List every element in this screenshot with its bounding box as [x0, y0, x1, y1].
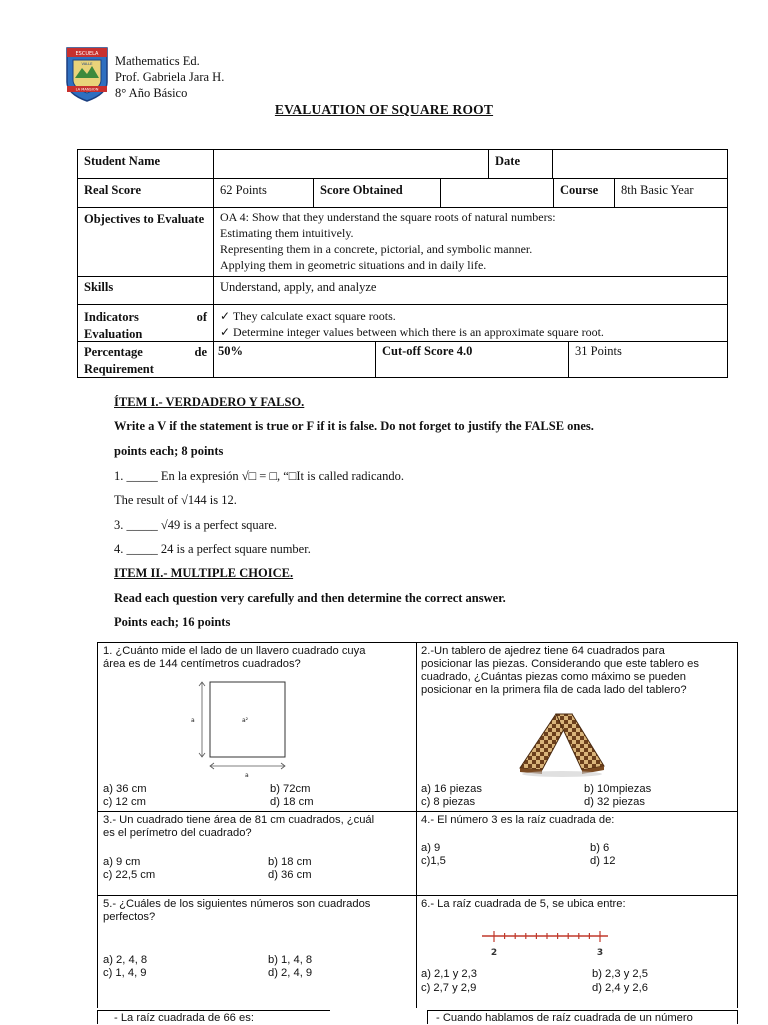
option-c[interactable]: c) 22,5 cm — [103, 869, 156, 881]
option-b[interactable]: b) 1, 4, 8 — [268, 954, 313, 966]
number-line — [478, 928, 613, 958]
question-2-text: cuadrado, ¿Cuántas piezas como máximo se pueden — [421, 671, 686, 683]
option-b[interactable]: b) 10mpiezas — [584, 783, 652, 795]
real-score-value: 62 Points — [213, 178, 314, 208]
option-a[interactable]: a) 2, 4, 8 — [103, 954, 148, 966]
indicators-label-word: Indicators — [84, 310, 139, 324]
item2-heading: ITEM II.- MULTIPLE CHOICE. — [114, 566, 294, 580]
item1-statement-3: 3. _____ √49 is a perfect square. — [114, 518, 278, 532]
option-b[interactable]: b) 72cm — [270, 783, 311, 795]
item1-statement-1: 1. _____ En la expresión √□ = □, “□It is called radicando. — [114, 469, 404, 483]
question-1-text: área es de 144 centímetros cuadrados? — [103, 658, 301, 670]
option-c[interactable]: c)1,5 — [421, 855, 446, 867]
student-name-label: Student Name — [77, 149, 214, 179]
question-6-text: 6.- La raíz cuadrada de 5, se ubica entre: — [421, 898, 626, 910]
bottom-side-label: a — [245, 772, 249, 779]
side-label: a — [191, 717, 195, 724]
percentage-label-word: Percentage — [84, 345, 143, 359]
question-3-text: es el perímetro del cuadrado? — [103, 827, 252, 839]
option-b[interactable]: b) 2,3 y 2,5 — [592, 968, 648, 980]
date-field[interactable] — [552, 149, 728, 179]
option-d[interactable]: d) 36 cm — [268, 869, 312, 881]
objectives-list — [213, 207, 728, 277]
student-name-field[interactable] — [213, 149, 489, 179]
number-line-label-2: 2 — [490, 948, 498, 958]
score-obtained-field[interactable] — [440, 178, 554, 208]
school-logo — [64, 46, 110, 102]
header-department: Mathematics Ed. — [115, 54, 200, 68]
logo-text-bottom: LA MANSION — [75, 87, 99, 92]
item1-heading: ÍTEM I.- VERDADERO Y FALSO. — [114, 395, 305, 409]
option-d[interactable]: d) 2,4 y 2,6 — [592, 982, 648, 994]
item1-statement-2: The result of √144 is 12. — [114, 493, 237, 507]
square-diagram — [188, 680, 293, 780]
skills-value: Understand, apply, and analyze — [213, 276, 728, 305]
real-score-label: Real Score — [77, 178, 214, 208]
date-label: Date — [488, 149, 553, 179]
question-2-text: posicionar las piezas. Considerando que este tablero es — [421, 658, 699, 670]
course-label: Course — [553, 178, 615, 208]
option-c[interactable]: c) 1, 4, 9 — [103, 967, 147, 979]
logo-text-top: ESCUELA — [75, 51, 99, 57]
score-obtained-label: Score Obtained — [313, 178, 441, 208]
percentage-label — [77, 341, 214, 378]
objective-line: OA 4: Show that they understand the square roots of natural numbers: — [220, 210, 556, 224]
skills-label: Skills — [77, 276, 214, 305]
question-2-text: posicionar en la primera fila de cada lado del tablero? — [421, 684, 687, 696]
option-d[interactable]: d) 2, 4, 9 — [268, 967, 313, 979]
option-d[interactable]: d) 18 cm — [270, 796, 314, 808]
indicators-label-evaluation: Evaluation — [84, 327, 143, 341]
question-5-text: perfectos? — [103, 911, 156, 923]
option-c[interactable]: c) 8 piezas — [421, 796, 476, 808]
option-a[interactable]: a) 36 cm — [103, 783, 147, 795]
option-d[interactable]: d) 32 piezas — [584, 796, 645, 808]
header-teacher: Prof. Gabriela Jara H. — [115, 70, 225, 84]
cutoff-value: 31 Points — [568, 341, 728, 378]
item1-instruction: Write a V if the statement is true or F if it is false. Do not forget to justify the FALSE ones. — [114, 419, 594, 433]
question-3-text: 3.- Un cuadrado tiene área de 81 cm cuadrados, ¿cuál — [103, 814, 375, 826]
percentage-value: 50% — [213, 341, 376, 378]
logo-text-mid: VALLE — [81, 62, 93, 66]
indicators-label — [77, 304, 214, 342]
option-a[interactable]: a) 9 cm — [103, 856, 141, 868]
percentage-label-de: de — [194, 345, 207, 359]
item2-points: Points each; 16 points — [114, 615, 231, 629]
option-b[interactable]: b) 18 cm — [268, 856, 312, 868]
option-b[interactable]: b) 6 — [590, 842, 610, 854]
option-a[interactable]: a) 2,1 y 2,3 — [421, 968, 477, 980]
option-c[interactable]: c) 2,7 y 2,9 — [421, 982, 477, 994]
item1-statement-4: 4. _____ 24 is a perfect square number. — [114, 542, 311, 556]
area-label: a² — [242, 717, 249, 724]
indicators-label-of: of — [196, 310, 207, 324]
indicators-list — [213, 304, 728, 342]
indicator-line: ✓ They calculate exact square roots. — [220, 309, 396, 323]
number-line-label-3: 3 — [596, 948, 604, 958]
question-1-text: 1. ¿Cuánto mide el lado de un llavero cuadrado cuya — [103, 645, 366, 657]
question-7-text: - La raíz cuadrada de 66 es: — [114, 1012, 254, 1024]
item1-points: points each; 8 points — [114, 444, 224, 458]
objective-line: Applying them in geometric situations and in daily life. — [220, 258, 487, 272]
option-a[interactable]: a) 16 piezas — [421, 783, 482, 795]
page-title: EVALUATION OF SQUARE ROOT — [274, 102, 494, 117]
question-2-text: 2.-Un tablero de ajedrez tiene 64 cuadrados para — [421, 645, 665, 657]
indicator-line: ✓ Determine integer values between which there is an approximate square root. — [220, 325, 604, 339]
course-value: 8th Basic Year — [614, 178, 728, 208]
header-grade: 8° Año Básico — [115, 86, 188, 100]
cutoff-label: Cut-off Score 4.0 — [375, 341, 569, 378]
option-a[interactable]: a) 9 — [421, 842, 441, 854]
objective-line: Estimating them intuitively. — [220, 226, 354, 240]
item2-instruction: Read each question very carefully and then determine the correct answer. — [114, 591, 506, 605]
question-8-text: - Cuando hablamos de raíz cuadrada de un número — [436, 1012, 693, 1024]
question-5-text: 5.- ¿Cuáles de los siguientes números son cuadrados — [103, 898, 371, 910]
objectives-label: Objectives to Evaluate — [77, 207, 214, 277]
percentage-label-requirement: Requirement — [84, 362, 154, 376]
question-4-text: 4.- El número 3 es la raíz cuadrada de: — [421, 814, 615, 826]
chessboard-image — [512, 708, 612, 778]
option-d[interactable]: d) 12 — [590, 855, 616, 867]
option-c[interactable]: c) 12 cm — [103, 796, 146, 808]
objective-line: Representing them in a concrete, pictorial, and symbolic manner. — [220, 242, 533, 256]
